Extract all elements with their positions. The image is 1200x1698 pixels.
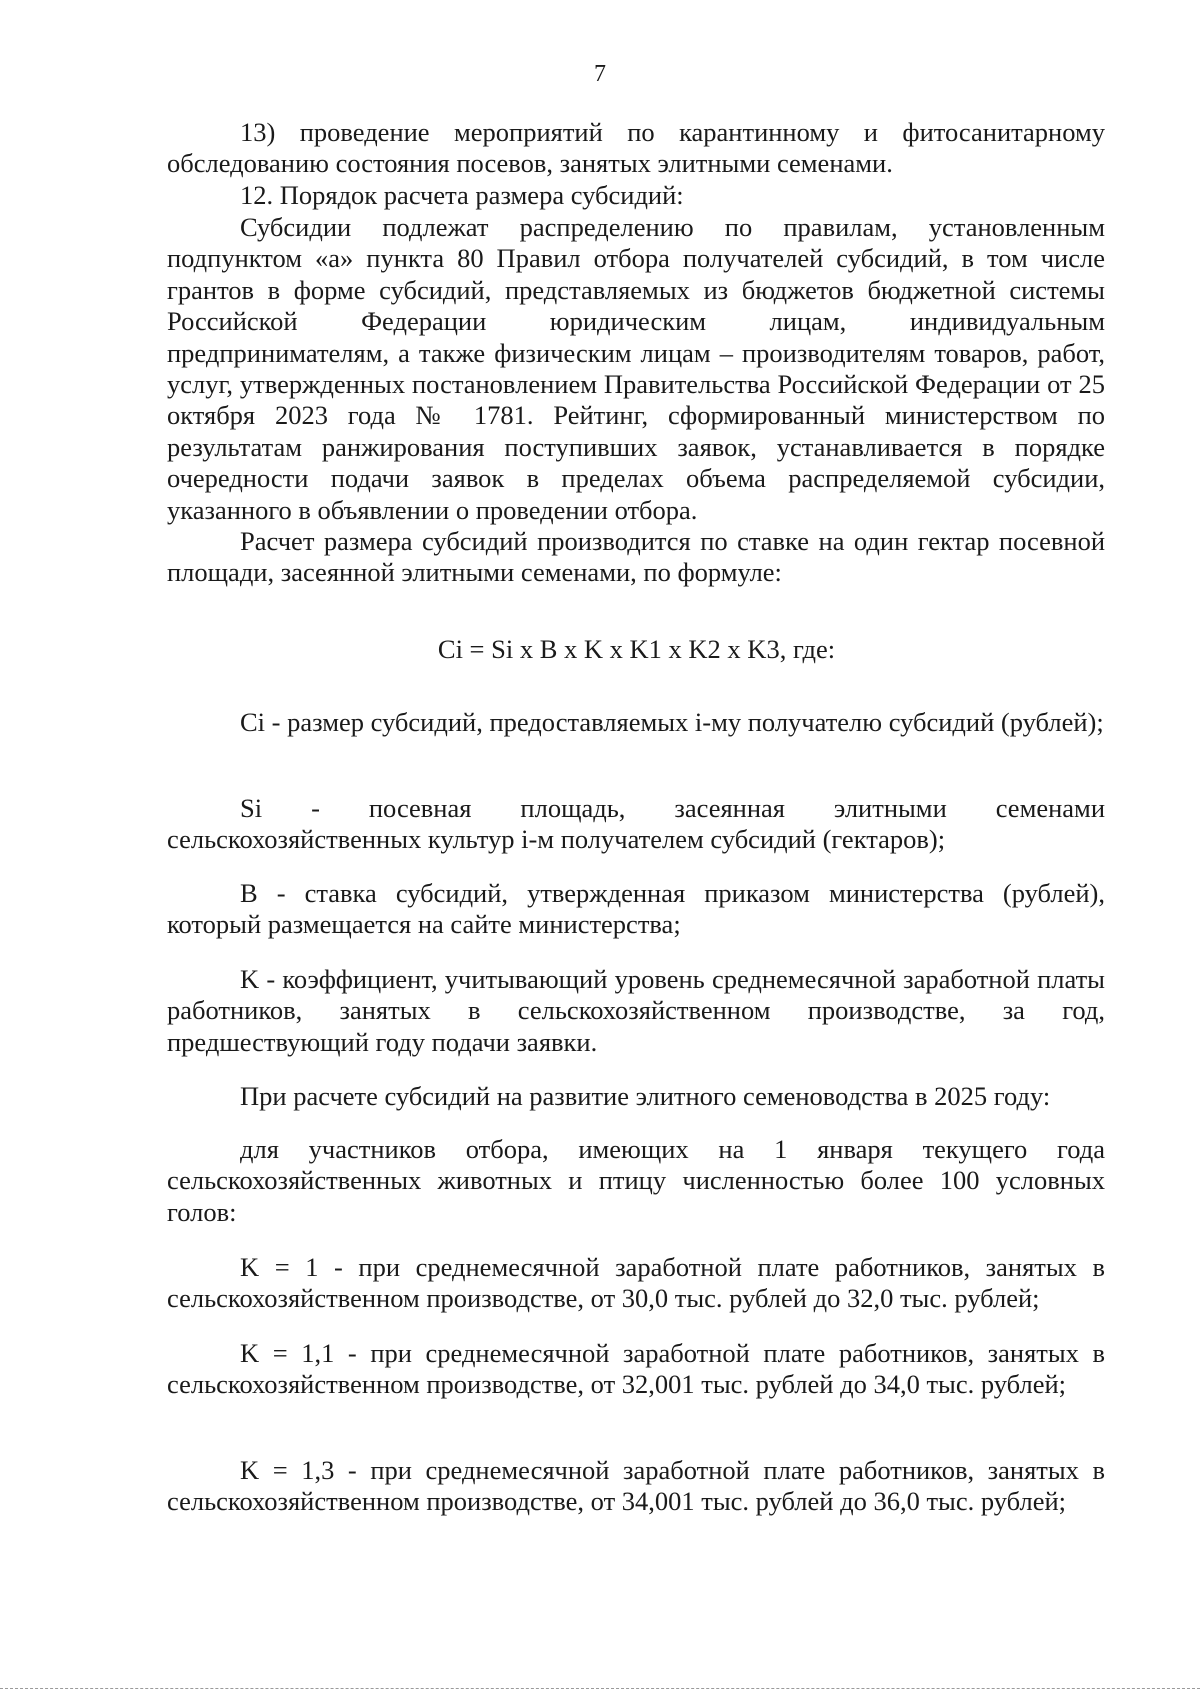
definition-si: Si - посевная площадь, засеянная элитными семенами сельскохозяйственных культур i-м получателем субсидий (гектаров); xyxy=(167,793,1105,855)
definition-k: K - коэффициент, учитывающий уровень среднемесячной заработной платы работников, занятых в сельскохозяйственном производстве, за год, предшествующий году подачи заявки. xyxy=(167,964,1105,1057)
paragraph-calculation-intro: Расчет размера субсидий производится по ставке на один гектар посевной площади, засеянной элитными семенами, по формуле: xyxy=(167,526,1105,588)
paragraph-item-13: 13) проведение мероприятий по карантинному и фитосанитарному обследованию состояния посевов, занятых элитными семенами. xyxy=(167,117,1105,179)
paragraph-year-2025: При расчете субсидий на развитие элитного семеноводства в 2025 году: xyxy=(240,1081,1051,1111)
coefficient-k-1-3: K = 1,3 - при среднемесячной заработной плате работников, занятых в сельскохозяйственном производстве, от 34,001 тыс. рублей до 36,0 тыс. рублей; xyxy=(167,1455,1105,1517)
coefficient-k-1-1: K = 1,1 - при среднемесячной заработной плате работников, занятых в сельскохозяйственном производстве, от 32,001 тыс. рублей до 34,0 тыс. рублей; xyxy=(167,1338,1105,1400)
definition-ci: Ci - размер субсидий, предоставляемых i-му получателю субсидий (рублей); xyxy=(240,707,1104,737)
paragraph-section-12-heading: 12. Порядок расчета размера субсидий: xyxy=(240,180,684,210)
paragraph-participants-condition: для участников отбора, имеющих на 1 января текущего года сельскохозяйственных животных и птицу численностью более 100 условных голов: xyxy=(167,1134,1105,1227)
subsidy-formula: Ci = Si x B x K x K1 x K2 x K3, где: xyxy=(437,634,836,664)
coefficient-k-1: K = 1 - при среднемесячной заработной плате работников, занятых в сельскохозяйственном производстве, от 30,0 тыс. рублей до 32,0 тыс. рублей; xyxy=(167,1252,1105,1314)
definition-b: B - ставка субсидий, утвержденная приказом министерства (рублей), который размещается на сайте министерства; xyxy=(167,878,1105,940)
paragraph-subsidy-distribution: Субсидии подлежат распределению по правилам, установленным подпунктом «а» пункта 80 Правил отбора получателей субсидий, в том числе грантов в форме субсидий, представляемых из бюджетов бюджетной системы Российской Федерации юридическим лицам, индивидуальным предпринимателям, а также физическим лицам – производителям товаров, работ, услуг, утвержденных постановлением Правительства Российской Федерации от 25 октября 2023 года № 1781. Рейтинг, сформированный министерством по результатам ранжирования поступивших заявок, устанавливается в порядке очередности подачи заявок в пределах объема распределяемой субсидии, указанного в объявлении о проведении отбора. xyxy=(167,212,1105,525)
scan-bottom-edge xyxy=(0,1688,1200,1689)
page-number: 7 xyxy=(594,61,606,87)
